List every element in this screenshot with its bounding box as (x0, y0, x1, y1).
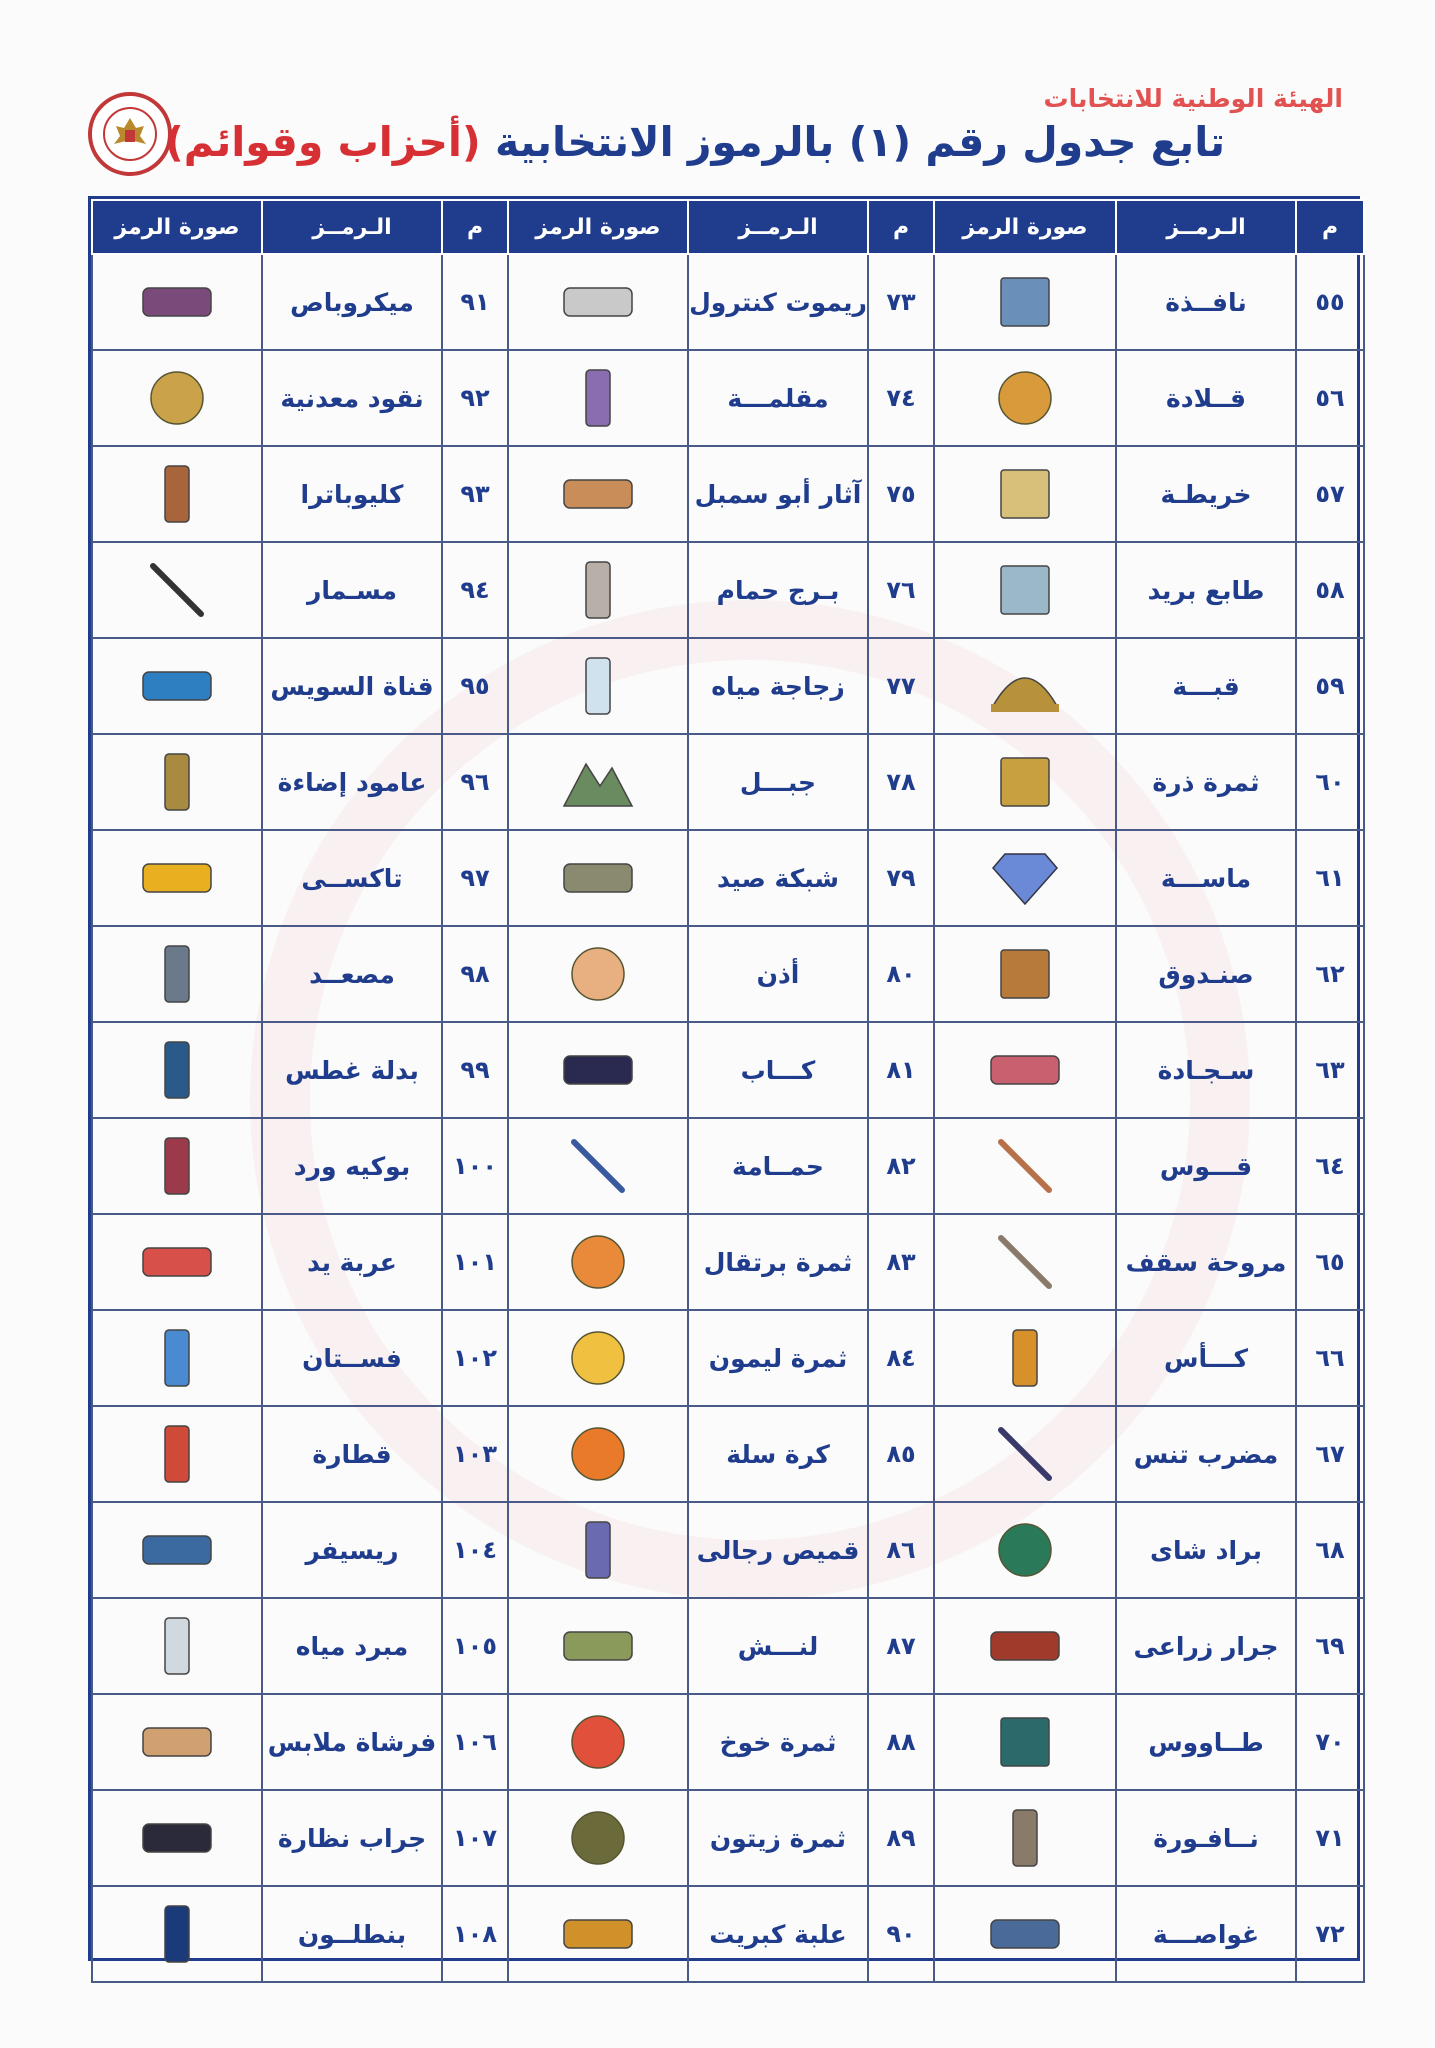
header-symbol-3: الـرمــز (262, 200, 442, 254)
header-num-1: م (1296, 200, 1364, 254)
symbol-name: ثمرة خوخ (688, 1694, 868, 1790)
symbol-name: أذن (688, 926, 868, 1022)
symbol-number: ٩٩ (442, 1022, 508, 1118)
symbol-image-cell (508, 926, 688, 1022)
symbol-image-cell (92, 830, 262, 926)
mountain-icon (509, 750, 687, 814)
carpet-icon (935, 1038, 1115, 1102)
symbol-image-cell (92, 1790, 262, 1886)
trousers-icon (93, 1902, 261, 1966)
symbol-image-cell (508, 1118, 688, 1214)
symbol-number: ٩٠ (868, 1886, 934, 1982)
symbol-image-cell (934, 926, 1116, 1022)
symbol-name: حمــامة (688, 1118, 868, 1214)
header-symbol-1: الـرمــز (1116, 200, 1296, 254)
dome-icon (935, 654, 1115, 718)
symbol-name: كـــأس (1116, 1310, 1296, 1406)
symbols-table-container (88, 196, 1360, 1961)
symbol-image-cell (508, 542, 688, 638)
diving-suit-icon (93, 1038, 261, 1102)
flower-bouquet-icon (93, 1134, 261, 1198)
header-image-2: صورة الرمز (508, 200, 688, 254)
header-symbol-2: الـرمــز (688, 200, 868, 254)
symbol-image-cell (92, 1406, 262, 1502)
symbol-number: ٥٥ (1296, 254, 1364, 350)
symbol-number: ٧٤ (868, 350, 934, 446)
table-header-row (92, 200, 1364, 254)
table-row (92, 1502, 1364, 1598)
symbol-image-cell (508, 638, 688, 734)
hand-cart-icon (93, 1230, 261, 1294)
symbol-number: ٥٧ (1296, 446, 1364, 542)
election-authority-logo (88, 92, 172, 176)
symbol-name: ثمرة برتقال (688, 1214, 868, 1310)
fishing-net-icon (509, 846, 687, 910)
symbol-image-cell (508, 734, 688, 830)
diamond-icon (935, 846, 1115, 910)
symbol-image-cell (934, 734, 1116, 830)
symbol-number: ٧٣ (868, 254, 934, 350)
symbol-number: ٦٨ (1296, 1502, 1364, 1598)
nail-icon (93, 558, 261, 622)
symbol-name: جراب نظارة (262, 1790, 442, 1886)
symbol-number: ٦٢ (1296, 926, 1364, 1022)
symbol-name: بنطلــون (262, 1886, 442, 1982)
symbol-image-cell (508, 1886, 688, 1982)
symbol-number: ١٠٦ (442, 1694, 508, 1790)
symbol-number: ٦٤ (1296, 1118, 1364, 1214)
symbol-name: لنـــش (688, 1598, 868, 1694)
symbol-number: ٨٤ (868, 1310, 934, 1406)
symbol-name: ميكروباص (262, 254, 442, 350)
symbol-name: مصعــد (262, 926, 442, 1022)
symbol-name: ريموت كنترول (688, 254, 868, 350)
cap-icon (509, 1038, 687, 1102)
symbol-number: ٨٧ (868, 1598, 934, 1694)
table-row (92, 1118, 1364, 1214)
symbol-number: ١٠٨ (442, 1886, 508, 1982)
peacock-icon (935, 1710, 1115, 1774)
water-cooler-icon (93, 1614, 261, 1678)
taxi-icon (93, 846, 261, 910)
symbol-image-cell (934, 1406, 1116, 1502)
symbol-image-cell (934, 1886, 1116, 1982)
symbol-name: قـــوس (1116, 1118, 1296, 1214)
pencil-cup-icon (509, 366, 687, 430)
matchbox-icon (509, 1902, 687, 1966)
abu-simbel-icon (509, 462, 687, 526)
symbol-image-cell (92, 1694, 262, 1790)
table-row (92, 1790, 1364, 1886)
table-row (92, 638, 1364, 734)
bow-arrow-icon (935, 1134, 1115, 1198)
symbol-number: ٨٥ (868, 1406, 934, 1502)
symbol-number: ٩٥ (442, 638, 508, 734)
symbol-name: براد شاى (1116, 1502, 1296, 1598)
teapot-icon (935, 1518, 1115, 1582)
symbol-name: قميص رجالى (688, 1502, 868, 1598)
symbol-image-cell (508, 1022, 688, 1118)
tractor-icon (935, 1614, 1115, 1678)
header-image-1: صورة الرمز (934, 200, 1116, 254)
table-body (92, 254, 1364, 1982)
symbol-name: قــلادة (1116, 350, 1296, 446)
symbol-image-cell (508, 830, 688, 926)
symbol-number: ١٠٣ (442, 1406, 508, 1502)
postage-stamp-icon (935, 558, 1115, 622)
symbol-name: شبكة صيد (688, 830, 868, 926)
symbol-name: مروحة سقف (1116, 1214, 1296, 1310)
title-sub: (أحزاب وقوائم) (164, 118, 481, 166)
symbol-number: ٦٩ (1296, 1598, 1364, 1694)
symbol-name: طــاووس (1116, 1694, 1296, 1790)
symbol-image-cell (508, 446, 688, 542)
table-row (92, 926, 1364, 1022)
symbol-name: جبـــل (688, 734, 868, 830)
olive-icon (509, 1806, 687, 1870)
symbol-name: آثار أبو سمبل (688, 446, 868, 542)
symbol-number: ٨٩ (868, 1790, 934, 1886)
symbol-image-cell (934, 254, 1116, 350)
dropper-icon (93, 1422, 261, 1486)
symbol-image-cell (92, 926, 262, 1022)
elevator-icon (93, 942, 261, 1006)
symbol-image-cell (934, 350, 1116, 446)
symbol-image-cell (92, 446, 262, 542)
peach-icon (509, 1710, 687, 1774)
table-row (92, 1310, 1364, 1406)
coins-icon (93, 366, 261, 430)
symbol-number: ٧٢ (1296, 1886, 1364, 1982)
symbol-name: نقود معدنية (262, 350, 442, 446)
symbol-name: ثمرة ليمون (688, 1310, 868, 1406)
symbol-name: قناة السويس (262, 638, 442, 734)
page-title (165, 118, 1225, 166)
title-main: تابع جدول رقم (١) بالرموز الانتخابية (494, 118, 1225, 166)
symbol-number: ١٠٠ (442, 1118, 508, 1214)
dress-icon (93, 1326, 261, 1390)
microbus-icon (93, 270, 261, 334)
corn-icon (935, 750, 1115, 814)
symbol-number: ٩٦ (442, 734, 508, 830)
water-bottle-icon (509, 654, 687, 718)
symbol-number: ٦٦ (1296, 1310, 1364, 1406)
symbol-image-cell (92, 1022, 262, 1118)
symbol-image-cell (934, 830, 1116, 926)
symbol-image-cell (92, 734, 262, 830)
cleopatra-icon (93, 462, 261, 526)
symbol-name: بدلة غطس (262, 1022, 442, 1118)
symbol-number: ٥٨ (1296, 542, 1364, 638)
table-row (92, 254, 1364, 350)
symbol-number: ٩٣ (442, 446, 508, 542)
symbol-number: ١٠١ (442, 1214, 508, 1310)
symbol-number: ٨٣ (868, 1214, 934, 1310)
symbol-number: ٧٧ (868, 638, 934, 734)
table-row (92, 1694, 1364, 1790)
symbol-number: ١٠٢ (442, 1310, 508, 1406)
symbol-name: مسـمار (262, 542, 442, 638)
lamp-post-icon (93, 750, 261, 814)
orange-icon (509, 1230, 687, 1294)
symbol-name: عامود إضاءة (262, 734, 442, 830)
symbol-name: تاكســى (262, 830, 442, 926)
table-row (92, 1406, 1364, 1502)
symbol-image-cell (508, 1598, 688, 1694)
symbol-name: طابع بريد (1116, 542, 1296, 638)
symbol-number: ٦٠ (1296, 734, 1364, 830)
symbol-name: فرشاة ملابس (262, 1694, 442, 1790)
symbol-image-cell (508, 1310, 688, 1406)
table-row (92, 446, 1364, 542)
symbol-image-cell (92, 1214, 262, 1310)
symbol-name: ثمرة زيتون (688, 1790, 868, 1886)
symbol-image-cell (508, 1502, 688, 1598)
symbol-name: كرة سلة (688, 1406, 868, 1502)
symbol-number: ٧٨ (868, 734, 934, 830)
symbol-name: بـرج حمام (688, 542, 868, 638)
symbol-image-cell (508, 1694, 688, 1790)
symbol-name: نــافـورة (1116, 1790, 1296, 1886)
symbol-number: ٦٧ (1296, 1406, 1364, 1502)
symbol-image-cell (92, 1502, 262, 1598)
symbol-image-cell (934, 1790, 1116, 1886)
symbol-image-cell (92, 1886, 262, 1982)
symbol-name: ماســـة (1116, 830, 1296, 926)
header-num-3: م (442, 200, 508, 254)
fountain-icon (935, 1806, 1115, 1870)
symbol-image-cell (934, 638, 1116, 734)
symbol-image-cell (934, 542, 1116, 638)
symbol-image-cell (92, 638, 262, 734)
symbol-image-cell (934, 1598, 1116, 1694)
symbol-number: ٩٢ (442, 350, 508, 446)
table-row (92, 734, 1364, 830)
symbol-image-cell (92, 350, 262, 446)
symbol-image-cell (92, 254, 262, 350)
symbol-image-cell (508, 254, 688, 350)
symbol-number: ٨١ (868, 1022, 934, 1118)
symbol-name: كليوباترا (262, 446, 442, 542)
symbol-name: صنـدوق (1116, 926, 1296, 1022)
symbol-name: سـجـادة (1116, 1022, 1296, 1118)
symbol-name: مبرد مياه (262, 1598, 442, 1694)
symbol-image-cell (92, 1118, 262, 1214)
header-num-2: م (868, 200, 934, 254)
symbol-name: بوكيه ورد (262, 1118, 442, 1214)
table-row (92, 830, 1364, 926)
symbol-image-cell (934, 1022, 1116, 1118)
symbol-number: ٩١ (442, 254, 508, 350)
symbol-image-cell (92, 1310, 262, 1406)
symbol-number: ٧٥ (868, 446, 934, 542)
pigeon-tower-icon (509, 558, 687, 622)
clothes-brush-icon (93, 1710, 261, 1774)
symbol-image-cell (934, 1694, 1116, 1790)
table-row (92, 542, 1364, 638)
map-icon (935, 462, 1115, 526)
symbol-name: خريطـة (1116, 446, 1296, 542)
symbol-number: ٩٤ (442, 542, 508, 638)
ceiling-fan-icon (935, 1230, 1115, 1294)
symbol-number: ٩٨ (442, 926, 508, 1022)
symbol-number: ٧١ (1296, 1790, 1364, 1886)
header-image-3: صورة الرمز (92, 200, 262, 254)
shirt-icon (509, 1518, 687, 1582)
basketball-icon (509, 1422, 687, 1486)
symbol-image-cell (508, 1406, 688, 1502)
table-row (92, 1886, 1364, 1982)
symbol-image-cell (92, 542, 262, 638)
symbol-name: ريسيفر (262, 1502, 442, 1598)
symbol-name: كـــاب (688, 1022, 868, 1118)
tennis-racket-icon (935, 1422, 1115, 1486)
trophy-icon (935, 1326, 1115, 1390)
window-icon (935, 270, 1115, 334)
symbol-name: قبـــة (1116, 638, 1296, 734)
symbol-image-cell (508, 1790, 688, 1886)
table-row (92, 350, 1364, 446)
symbol-number: ١٠٤ (442, 1502, 508, 1598)
symbol-name: جرار زراعى (1116, 1598, 1296, 1694)
symbol-name: علبة كبريت (688, 1886, 868, 1982)
symbol-number: ١٠٥ (442, 1598, 508, 1694)
symbol-image-cell (508, 1214, 688, 1310)
symbol-number: ٩٧ (442, 830, 508, 926)
symbol-image-cell (92, 1598, 262, 1694)
table-row (92, 1022, 1364, 1118)
ear-icon (509, 942, 687, 1006)
symbol-number: ٧٩ (868, 830, 934, 926)
symbol-name: ثمرة ذرة (1116, 734, 1296, 830)
motorboat-icon (509, 1614, 687, 1678)
symbol-name: زجاجة مياه (688, 638, 868, 734)
table-row (92, 1598, 1364, 1694)
organization-name: الهيئة الوطنية للانتخابات (1043, 84, 1343, 113)
symbol-number: ٦٥ (1296, 1214, 1364, 1310)
symbol-number: ٦٣ (1296, 1022, 1364, 1118)
lemon-icon (509, 1326, 687, 1390)
symbol-number: ٥٦ (1296, 350, 1364, 446)
symbol-name: غواصـــة (1116, 1886, 1296, 1982)
medal-necklace-icon (935, 366, 1115, 430)
remote-control-icon (509, 270, 687, 334)
symbol-image-cell (934, 1214, 1116, 1310)
symbol-image-cell (934, 1310, 1116, 1406)
symbol-name: مقلمـــة (688, 350, 868, 446)
symbol-name: عربة يد (262, 1214, 442, 1310)
receiver-icon (93, 1518, 261, 1582)
symbol-number: ١٠٧ (442, 1790, 508, 1886)
glasses-case-icon (93, 1806, 261, 1870)
page-header (0, 0, 1435, 200)
symbol-name: فســتان (262, 1310, 442, 1406)
symbol-image-cell (934, 446, 1116, 542)
symbol-number: ٧٦ (868, 542, 934, 638)
symbol-number: ٨٨ (868, 1694, 934, 1790)
symbol-image-cell (934, 1502, 1116, 1598)
symbol-number: ٨٦ (868, 1502, 934, 1598)
symbol-number: ٨٢ (868, 1118, 934, 1214)
symbol-name: قطارة (262, 1406, 442, 1502)
symbol-image-cell (508, 350, 688, 446)
symbol-number: ٨٠ (868, 926, 934, 1022)
symbol-number: ٦١ (1296, 830, 1364, 926)
box-icon (935, 942, 1115, 1006)
symbol-name: نافــذة (1116, 254, 1296, 350)
dove-icon (509, 1134, 687, 1198)
table-row (92, 1214, 1364, 1310)
symbol-image-cell (934, 1118, 1116, 1214)
submarine-icon (935, 1902, 1115, 1966)
symbol-name: مضرب تنس (1116, 1406, 1296, 1502)
symbols-table (91, 199, 1365, 1983)
suez-canal-ship-icon (93, 654, 261, 718)
symbol-number: ٥٩ (1296, 638, 1364, 734)
symbol-number: ٧٠ (1296, 1694, 1364, 1790)
